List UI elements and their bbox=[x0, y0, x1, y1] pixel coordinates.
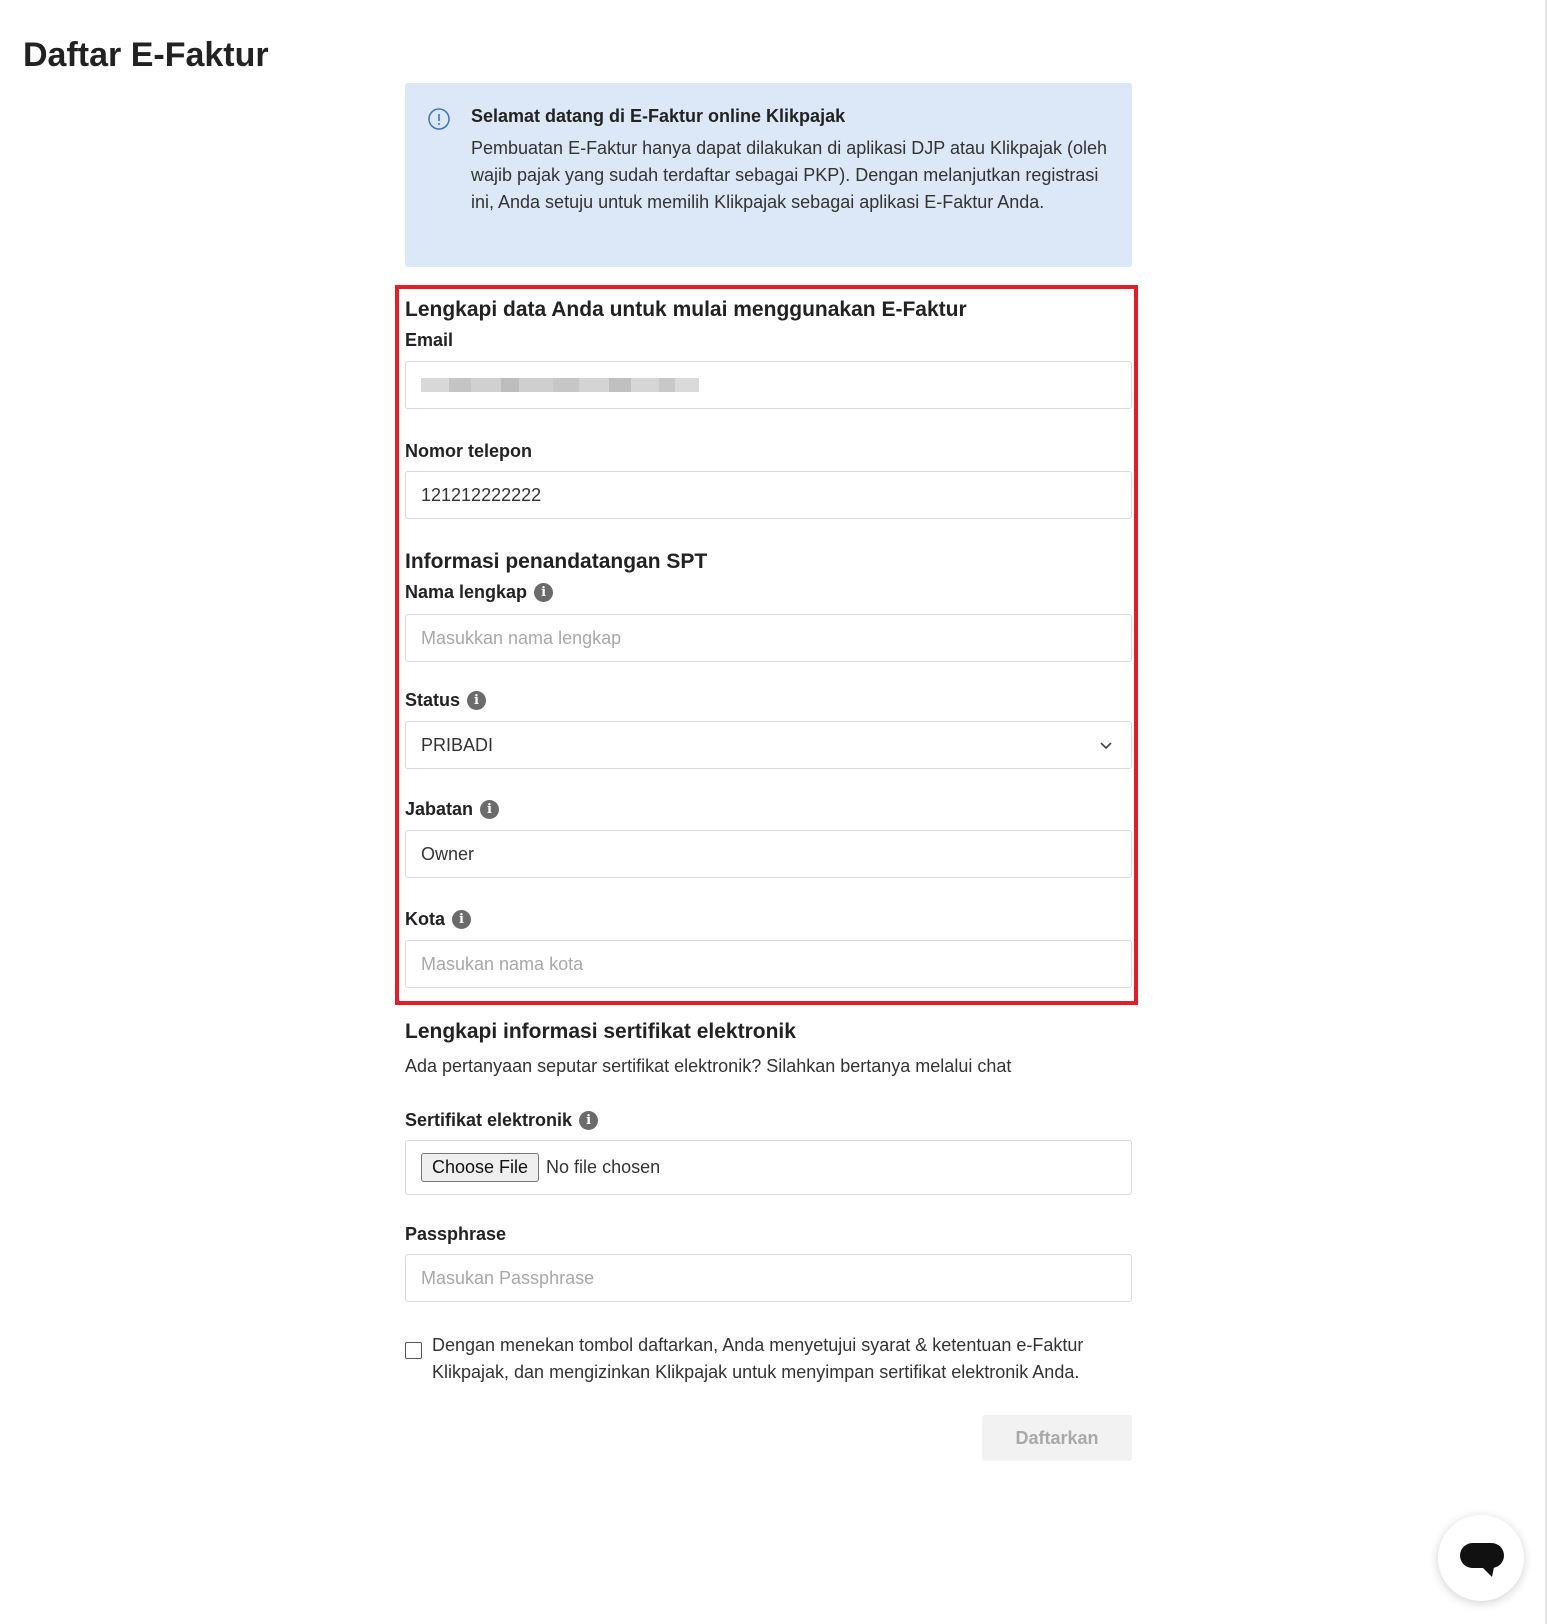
chevron-down-icon bbox=[1097, 736, 1115, 754]
info-badge-icon[interactable]: i bbox=[452, 910, 471, 929]
name-label-text: Nama lengkap bbox=[405, 582, 528, 602]
info-badge-icon[interactable]: i bbox=[467, 691, 486, 710]
city-label bbox=[405, 909, 471, 930]
consent-text: Dengan menekan tombol daftarkan, Anda menyetujui syarat & ketentuan e-Faktur Klikpajak, dan mengizinkan Klikpajak untuk menyimpan sertifikat elektronik Anda. bbox=[432, 1335, 1084, 1382]
info-circle-icon bbox=[428, 108, 450, 130]
name-label bbox=[405, 582, 553, 603]
info-badge-icon[interactable]: i bbox=[480, 800, 499, 819]
fullname-input[interactable] bbox=[421, 628, 1101, 649]
certificate-section-title: Lengkapi informasi sertifikat elektronik bbox=[405, 1020, 796, 1043]
status-selected-value: PRIBADI bbox=[421, 734, 494, 755]
page-title: Daftar E-Faktur bbox=[23, 36, 269, 74]
certificate-help-text: Ada pertanyaan seputar sertifikat elektronik? Silahkan bertanya melalui chat bbox=[405, 1056, 1012, 1076]
email-label-text: Email bbox=[405, 330, 454, 350]
notice-title: Selamat datang di E-Faktur online Klikpajak bbox=[471, 106, 846, 126]
account-section-title: Lengkapi data Anda untuk mulai menggunakan E-Faktur bbox=[405, 298, 967, 321]
certificate-label-text: Sertifikat elektronik bbox=[405, 1110, 573, 1130]
email-value-redacted bbox=[421, 375, 699, 395]
passphrase-label bbox=[405, 1224, 506, 1245]
submit-button[interactable]: Daftarkan bbox=[982, 1415, 1132, 1461]
info-badge-icon[interactable]: i bbox=[579, 1111, 598, 1130]
passphrase-field[interactable] bbox=[405, 1254, 1132, 1302]
notice-body: Pembuatan E-Faktur hanya dapat dilakukan di aplikasi DJP atau Klikpajak (oleh wajib pajak yang sudah terdaftar sebagai PKP). Dengan melanjutkan registrasi ini, Anda setuju untuk memilih Klikpajak sebagai aplikasi E-Faktur Anda. bbox=[471, 138, 1108, 212]
certificate-label bbox=[405, 1110, 598, 1131]
choose-file-button[interactable]: Choose File bbox=[421, 1153, 539, 1182]
city-input[interactable] bbox=[421, 954, 1101, 975]
status-select[interactable] bbox=[405, 721, 1132, 769]
fullname-field[interactable] bbox=[405, 614, 1132, 662]
consent-checkbox[interactable] bbox=[405, 1342, 422, 1359]
city-field[interactable] bbox=[405, 940, 1132, 988]
signer-section-title: Informasi penandatangan SPT bbox=[405, 550, 708, 573]
passphrase-label-text: Passphrase bbox=[405, 1224, 507, 1244]
chat-launcher-button[interactable] bbox=[1438, 1515, 1524, 1601]
email-label bbox=[405, 330, 453, 351]
phone-field[interactable] bbox=[405, 471, 1132, 519]
email-field[interactable] bbox=[405, 361, 1132, 409]
welcome-notice bbox=[405, 83, 1132, 267]
status-label bbox=[405, 690, 486, 711]
phone-input[interactable] bbox=[421, 485, 1101, 506]
position-field[interactable] bbox=[405, 830, 1132, 878]
phone-label-text: Nomor telepon bbox=[405, 441, 533, 461]
status-label-text: Status bbox=[405, 690, 461, 710]
city-label-text: Kota bbox=[405, 909, 445, 929]
passphrase-input[interactable] bbox=[421, 1268, 1101, 1289]
position-label bbox=[405, 799, 499, 820]
position-label-text: Jabatan bbox=[405, 799, 474, 819]
certificate-file-field[interactable] bbox=[405, 1140, 1132, 1195]
chat-bubble-icon bbox=[1438, 1515, 1524, 1601]
phone-label bbox=[405, 441, 532, 462]
position-input[interactable] bbox=[421, 844, 1101, 865]
file-status-text: No file chosen bbox=[546, 1157, 661, 1177]
info-badge-icon[interactable]: i bbox=[534, 583, 553, 602]
